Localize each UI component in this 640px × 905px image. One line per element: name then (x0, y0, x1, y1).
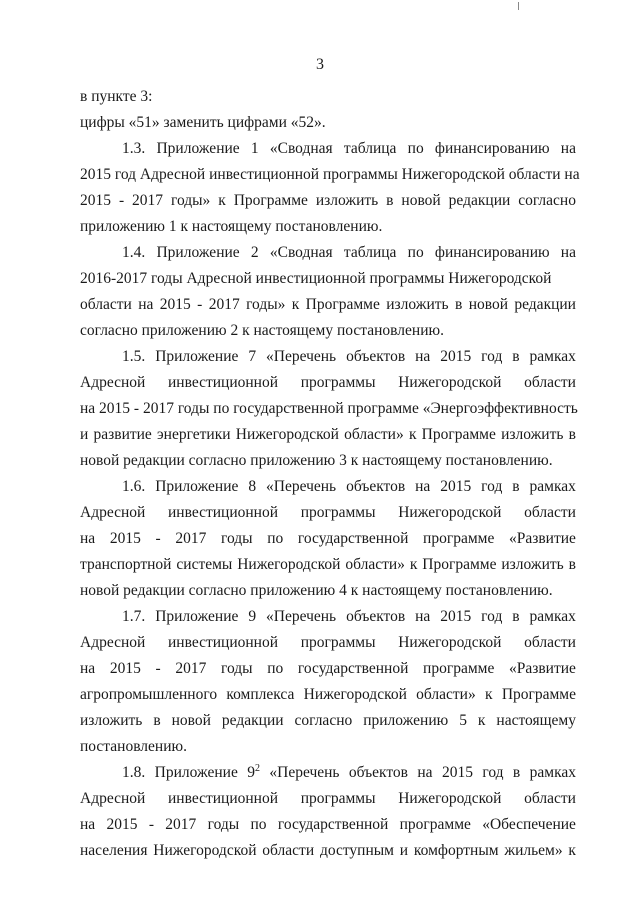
scan-speck (518, 2, 519, 10)
word: инвестиционной (168, 634, 279, 651)
page-number: 3 (316, 56, 324, 73)
word: к (568, 842, 576, 859)
word: программы (300, 374, 376, 391)
word: объектов (346, 478, 406, 495)
word: годы» (170, 192, 211, 209)
word: по (250, 816, 267, 833)
word: программе (423, 660, 495, 677)
word: инвестиционной (168, 374, 279, 391)
word: области (524, 374, 576, 391)
word: в (512, 348, 520, 365)
word: 5 (459, 712, 467, 729)
word: доступным (319, 842, 394, 859)
word: агропромышленного (80, 686, 218, 703)
word: на (138, 296, 154, 313)
word: изложить (80, 712, 143, 729)
word: жильем» (504, 842, 563, 859)
word: Приложение (155, 478, 239, 495)
word: изложить (386, 296, 449, 313)
paragraph-1-3-line-2: 2015 год Адресной инвестиционной программы Нижегородской области на (80, 166, 580, 183)
word: год (481, 608, 503, 625)
word: Нижегородской (235, 426, 339, 443)
intro-line-1: в пункте 3: (80, 88, 153, 105)
word: Программе (233, 192, 308, 209)
word: «Развитие (508, 530, 576, 547)
word: на (415, 608, 431, 625)
word: к (485, 686, 493, 703)
paragraph-1-4-line-1 (80, 240, 576, 266)
word: 2015 (106, 816, 138, 833)
word: объектов (348, 764, 408, 781)
word: - (155, 660, 161, 677)
word: изложить (315, 192, 379, 209)
paragraph-1-5-line-1 (80, 344, 576, 370)
word: 2015 (440, 478, 472, 495)
word: 7 (248, 348, 257, 365)
word: государственной (297, 530, 409, 547)
word: «Перечень (266, 608, 337, 625)
word: в (512, 608, 520, 625)
word: в (512, 478, 520, 495)
word: на (80, 530, 96, 547)
word: 8 (248, 478, 257, 495)
word: Адресной (80, 634, 146, 651)
word: области (524, 634, 576, 651)
word: транспортной (80, 556, 172, 573)
word: на (80, 660, 96, 677)
word: 1.3. (122, 140, 146, 157)
paragraph-1-8-line-1 (80, 760, 576, 786)
word: области (524, 790, 576, 807)
word: на (415, 478, 431, 495)
word: финансированию (434, 244, 550, 261)
paragraph-1-7-line-5 (80, 708, 576, 734)
word: Программе (305, 296, 380, 313)
word: 2017 (175, 660, 207, 677)
document-body (80, 84, 580, 864)
word: 2015 (440, 348, 472, 365)
paragraph-1-3-line-1 (80, 136, 576, 162)
word: годы (220, 660, 253, 677)
word: 2015 (109, 660, 141, 677)
word: государственной (297, 660, 409, 677)
word: Нижегородской (398, 504, 502, 521)
word: «Сводная (269, 244, 333, 261)
paragraph-1-4-line-4: согласно приложению 2 к настоящему постановлению. (80, 322, 444, 339)
word: программы (300, 504, 376, 521)
word: «Перечень (266, 348, 337, 365)
word: программе (399, 816, 471, 833)
word: к (477, 712, 486, 729)
word: энергетики (157, 426, 231, 443)
word: новой (171, 712, 211, 729)
paragraph-1-6-line-2 (80, 500, 576, 526)
word: к (408, 426, 417, 443)
word: 9 (248, 608, 257, 625)
word: на (560, 244, 576, 261)
word: - (197, 296, 203, 313)
paragraph-1-8-line-4 (80, 838, 576, 864)
word: Нижегородской (153, 842, 257, 859)
word: таблица (343, 244, 397, 261)
word: 2015 (109, 530, 141, 547)
word: в (454, 296, 463, 313)
word: «Обеспечение (482, 816, 576, 833)
word: на (80, 816, 96, 833)
paragraph-1-7-line-2 (80, 630, 576, 656)
paragraph-1-4-line-3 (80, 292, 576, 318)
paragraph-1-5-line-4 (80, 422, 576, 448)
word: области» (345, 556, 405, 573)
word: инвестиционной (168, 790, 279, 807)
word: рамках (529, 478, 576, 495)
word: год (482, 764, 504, 781)
word: 2015 (80, 192, 111, 209)
word: к (291, 296, 300, 313)
paragraph-1-8-line-2 (80, 786, 576, 812)
word: рамках (529, 608, 576, 625)
word: области (80, 296, 132, 313)
word: 2015 (159, 296, 191, 313)
intro-line-2: цифры «51» заменить цифрами «52». (80, 114, 326, 131)
word: по (267, 660, 284, 677)
word: согласно (518, 192, 576, 209)
word: новой (468, 296, 508, 313)
word: по (407, 244, 424, 261)
word: Нижегородской (398, 790, 502, 807)
word: 2017 (208, 296, 240, 313)
paragraph-1-8-appendix-word: Приложение (154, 764, 238, 781)
word: приложению (363, 712, 449, 729)
word: в (153, 712, 161, 729)
word: Программе (422, 556, 497, 573)
word: в (568, 556, 576, 573)
paragraph-1-5-line-2 (80, 370, 576, 396)
word: Приложение (155, 608, 239, 625)
word: 1.7. (122, 608, 146, 625)
word: в (386, 192, 394, 209)
word: таблица (343, 140, 397, 157)
word: в (512, 764, 521, 781)
word: области (524, 504, 576, 521)
word: Нижегородской (398, 634, 502, 651)
word: Нижегородской (398, 374, 502, 391)
paragraph-1-6-line-4 (80, 552, 576, 578)
word: населения (80, 842, 148, 859)
word: на (415, 348, 431, 365)
word: Приложение (155, 348, 239, 365)
word: к (218, 192, 226, 209)
word: «Перечень (266, 478, 337, 495)
word: Приложение (156, 244, 240, 261)
paragraph-1-6-line-1 (80, 474, 576, 500)
word: программы (300, 634, 376, 651)
word: редакции (448, 192, 511, 209)
word: изложить (501, 426, 564, 443)
word: 2017 (175, 530, 207, 547)
word: инвестиционной (168, 504, 279, 521)
word: 1.4. (122, 244, 146, 261)
word: рамках (529, 348, 576, 365)
word: согласно (294, 712, 353, 729)
word: «Перечень (269, 764, 340, 781)
word: - (148, 816, 154, 833)
paragraph-1-4-line-2: 2016-2017 годы Адресной инвестиционной программы Нижегородской (80, 270, 552, 287)
word: - (118, 192, 125, 209)
word: Программе (421, 426, 496, 443)
word: Адресной (80, 374, 146, 391)
word: новой (401, 192, 441, 209)
paragraph-1-8-appendix-number: $9^2$ (247, 762, 260, 781)
paragraph-1-5-line-3: на 2015 - 2017 годы по государственной программе «Энергоэффективность (80, 400, 578, 417)
word: изложить (501, 556, 564, 573)
word: 1.5. (122, 348, 146, 365)
word: 2 (250, 244, 259, 261)
paragraph-1-3-line-4: приложению 1 к настоящему постановлению. (80, 218, 383, 235)
paragraph-1-6-line-5: новой редакции согласно приложению 4 к настоящему постановлению. (80, 582, 553, 599)
word: 2017 (132, 192, 164, 209)
word: на (417, 764, 433, 781)
paragraph-1-6-line-3 (80, 526, 576, 552)
word: и (80, 426, 89, 443)
word: редакции (221, 712, 284, 729)
word: «Сводная (269, 140, 333, 157)
word: год (481, 478, 503, 495)
paragraph-1-7-line-4 (80, 682, 576, 708)
word: - (155, 530, 161, 547)
word: 1 (250, 140, 259, 157)
word: области» (344, 426, 404, 443)
word: Нижегородской (303, 686, 407, 703)
word: 2015 (441, 764, 473, 781)
word: области» (416, 686, 476, 703)
word: редакции (514, 296, 576, 313)
appendix-superscript: 2 (254, 762, 260, 774)
word: годы (207, 816, 240, 833)
word: Адресной (80, 790, 146, 807)
word: по (267, 530, 284, 547)
word: 2017 (165, 816, 197, 833)
word: 1.6. (122, 478, 146, 495)
paragraph-1-7-line-1 (80, 604, 576, 630)
word: «Развитие (508, 660, 576, 677)
word: настоящему (496, 712, 576, 729)
word: Приложение (156, 140, 240, 157)
word: годы (220, 530, 253, 547)
word: области (262, 842, 315, 859)
paragraph-1-8-number: 1.8. (122, 764, 146, 781)
word: год (481, 348, 503, 365)
word: рамках (529, 764, 576, 781)
word: объектов (346, 608, 406, 625)
word: и (399, 842, 409, 859)
paragraph-1-3-line-3 (80, 188, 576, 214)
word: развитие (93, 426, 152, 443)
word: объектов (346, 348, 406, 365)
word: государственной (277, 816, 389, 833)
word: Нижегородской (237, 556, 341, 573)
word: Адресной (80, 504, 146, 521)
word: Программе (501, 686, 576, 703)
word: системы (176, 556, 233, 573)
word: по (407, 140, 424, 157)
paragraph-1-7-line-3 (80, 656, 576, 682)
word: годы» (246, 296, 286, 313)
word: финансированию (434, 140, 550, 157)
word: в (568, 426, 576, 443)
word: программе (423, 530, 495, 547)
word: 2015 (440, 608, 472, 625)
word: комфортным (413, 842, 499, 859)
paragraph-1-8-line-3 (80, 812, 576, 838)
word: к (409, 556, 418, 573)
word: программы (300, 790, 376, 807)
word: на (560, 140, 576, 157)
paragraph-1-5-line-5: новой редакции согласно приложению 3 к настоящему постановлению. (80, 452, 553, 469)
word: комплекса (226, 686, 295, 703)
paragraph-1-7-line-6: постановлению. (80, 738, 187, 755)
